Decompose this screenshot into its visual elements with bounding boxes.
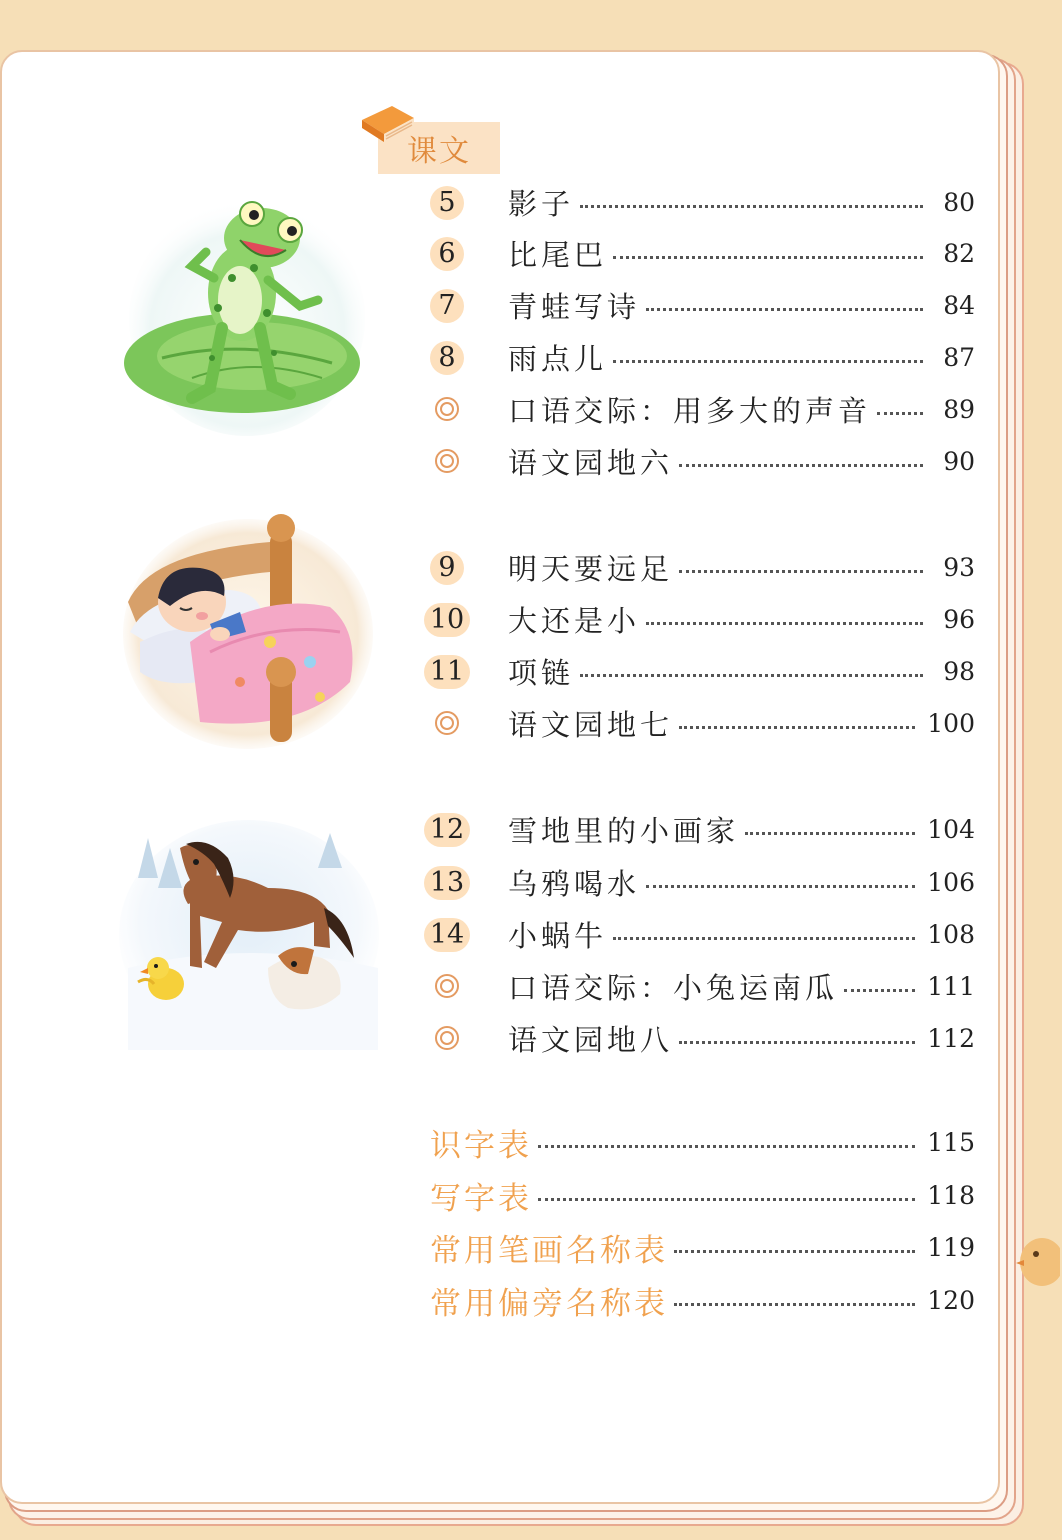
page-number: 112 [927, 1023, 975, 1053]
dot-leader [613, 360, 923, 363]
page-number: 115 [927, 1127, 975, 1157]
page-number: 82 [943, 238, 975, 268]
page-number: 118 [927, 1180, 975, 1210]
toc-row[interactable] [420, 860, 975, 904]
appendix-row[interactable] [420, 1120, 975, 1164]
page-number: 120 [927, 1285, 975, 1315]
toc-row[interactable] [420, 597, 975, 641]
page-number: 100 [927, 708, 975, 738]
appendix-row[interactable] [420, 1173, 975, 1217]
lesson-number: 8 [420, 340, 474, 374]
appendix-row[interactable] [420, 1278, 975, 1322]
page-number: 119 [927, 1232, 975, 1262]
toc-row[interactable] [420, 649, 975, 693]
lesson-title: 小蜗牛 [508, 918, 608, 953]
dot-leader [844, 989, 915, 992]
lesson-number: 11 [420, 654, 474, 688]
dot-leader [613, 937, 915, 940]
double-circle-icon [420, 711, 474, 735]
section-header [358, 100, 503, 178]
lesson-title: 雨点儿 [508, 341, 608, 376]
lesson-title: 语文园地八 [508, 1022, 674, 1057]
lesson-number: 5 [420, 185, 474, 219]
toc-row[interactable] [420, 807, 975, 851]
dot-leader [538, 1198, 915, 1201]
dot-leader [877, 412, 923, 415]
dot-leader [646, 622, 923, 625]
chick-decoration-icon [1010, 1230, 1060, 1290]
appendix-title: 常用笔画名称表 [430, 1232, 668, 1269]
lesson-number: 12 [420, 812, 474, 846]
dot-leader [679, 570, 923, 573]
lesson-title: 影子 [508, 186, 575, 221]
appendix-row[interactable] [420, 1225, 975, 1269]
page-number: 93 [943, 552, 975, 582]
lesson-title: 语文园地七 [508, 707, 674, 742]
lesson-number: 14 [420, 917, 474, 951]
toc-row[interactable] [420, 180, 975, 224]
page-number: 84 [943, 290, 975, 320]
book-icon [358, 100, 418, 148]
dot-leader [613, 256, 923, 259]
toc-row[interactable] [420, 1016, 975, 1060]
lesson-number: 7 [420, 288, 474, 322]
appendix-title: 识字表 [430, 1127, 532, 1164]
page-number: 89 [943, 394, 975, 424]
dot-leader [674, 1303, 915, 1306]
toc-row[interactable] [420, 387, 975, 431]
lesson-number: 9 [420, 550, 474, 584]
appendix-title: 写字表 [430, 1180, 532, 1217]
page-number: 87 [943, 342, 975, 372]
page-number: 106 [927, 867, 975, 897]
double-circle-icon [420, 974, 474, 998]
lesson-title: 雪地里的小画家 [508, 813, 740, 848]
double-circle-icon [420, 397, 474, 421]
lesson-title: 青蛙写诗 [508, 289, 641, 324]
toc-row[interactable] [420, 964, 975, 1008]
dot-leader [580, 674, 923, 677]
double-circle-icon [420, 449, 474, 473]
lesson-title: 口语交际：小兔运南瓜 [508, 970, 839, 1005]
frog-illustration [122, 188, 372, 438]
dot-leader [646, 308, 923, 311]
dot-leader [674, 1250, 915, 1253]
toc-row[interactable] [420, 912, 975, 956]
dot-leader [679, 726, 915, 729]
lesson-title: 大还是小 [508, 603, 641, 638]
lesson-title: 语文园地六 [508, 445, 674, 480]
page-number: 96 [943, 604, 975, 634]
toc-row[interactable] [420, 439, 975, 483]
dot-leader [745, 832, 915, 835]
lesson-title: 乌鸦喝水 [508, 866, 641, 901]
dot-leader [679, 464, 923, 467]
lesson-number: 13 [420, 865, 474, 899]
double-circle-icon [420, 1026, 474, 1050]
toc-row[interactable] [420, 701, 975, 745]
sleeping-girl-illustration [120, 512, 378, 752]
lesson-number: 10 [420, 602, 474, 636]
page-number: 98 [943, 656, 975, 686]
horse-dog-chick-illustration [118, 818, 380, 1050]
section-label: 课文 [407, 134, 471, 169]
lesson-title: 明天要远足 [508, 551, 674, 586]
page-number: 108 [927, 919, 975, 949]
page-number: 111 [927, 971, 975, 1001]
dot-leader [646, 885, 915, 888]
dot-leader [538, 1145, 915, 1148]
toc-row[interactable] [420, 335, 975, 379]
toc-row[interactable] [420, 231, 975, 275]
page-number: 104 [927, 814, 975, 844]
lesson-title: 比尾巴 [508, 237, 608, 272]
appendix-title: 常用偏旁名称表 [430, 1285, 668, 1322]
lesson-title: 项链 [508, 655, 575, 690]
page-number: 90 [943, 446, 975, 476]
lesson-title: 口语交际：用多大的声音 [508, 393, 872, 428]
dot-leader [679, 1041, 915, 1044]
dot-leader [580, 205, 923, 208]
toc-row[interactable] [420, 283, 975, 327]
page-number: 80 [943, 187, 975, 217]
lesson-number: 6 [420, 236, 474, 270]
toc-row[interactable] [420, 545, 975, 589]
